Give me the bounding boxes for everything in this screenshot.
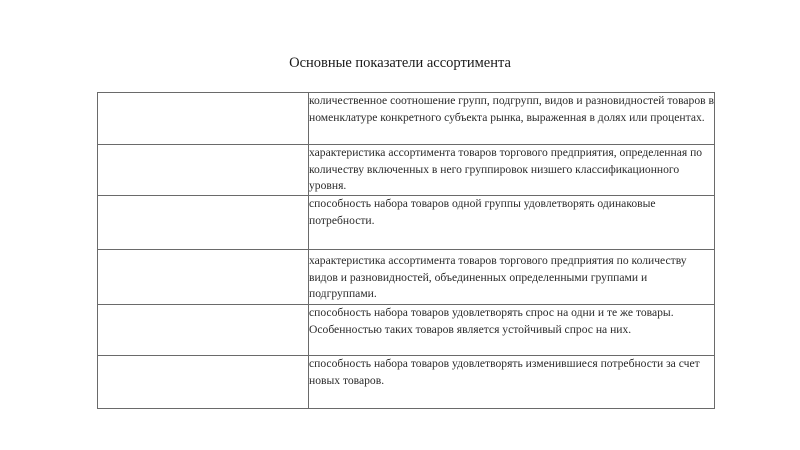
term-cell — [98, 305, 309, 356]
term-cell — [98, 196, 309, 250]
term-cell — [98, 250, 309, 305]
assortment-table — [97, 92, 715, 409]
definition-cell: способность набора товаров удовлетворять изменившиеся потребности за счет новых товаров. — [309, 356, 715, 409]
definition-cell: характеристика ассортимента товаров торгового предприятия по количеству видов и разновидностей, объединенных определенными группами и подгруппами. — [309, 250, 715, 305]
definition-cell: способность набора товаров одной группы удовлетворять одинаковые потребности. — [309, 196, 715, 250]
table-row — [98, 196, 715, 250]
table-row — [98, 305, 715, 356]
table-row — [98, 145, 715, 196]
term-cell — [98, 93, 309, 145]
definition-cell: способность набора товаров удовлетворять спрос на одни и те же товары. Особенностью таких товаров является устойчивый спрос на них. — [309, 305, 715, 356]
table-row — [98, 356, 715, 409]
term-cell — [98, 356, 309, 409]
definition-cell: характеристика ассортимента товаров торгового предприятия, определенная по количеству включенных в него группировок низшего классификационного уровня. — [309, 145, 715, 196]
definition-cell: количественное соотношение групп, подгрупп, видов и разновидностей товаров в номенклатуре конкретного субъекта рынка, выраженная в долях или процентах. — [309, 93, 715, 145]
table-row — [98, 250, 715, 305]
document-title: Основные показатели ассортимента — [289, 55, 511, 71]
term-cell — [98, 145, 309, 196]
table-row — [98, 93, 715, 145]
